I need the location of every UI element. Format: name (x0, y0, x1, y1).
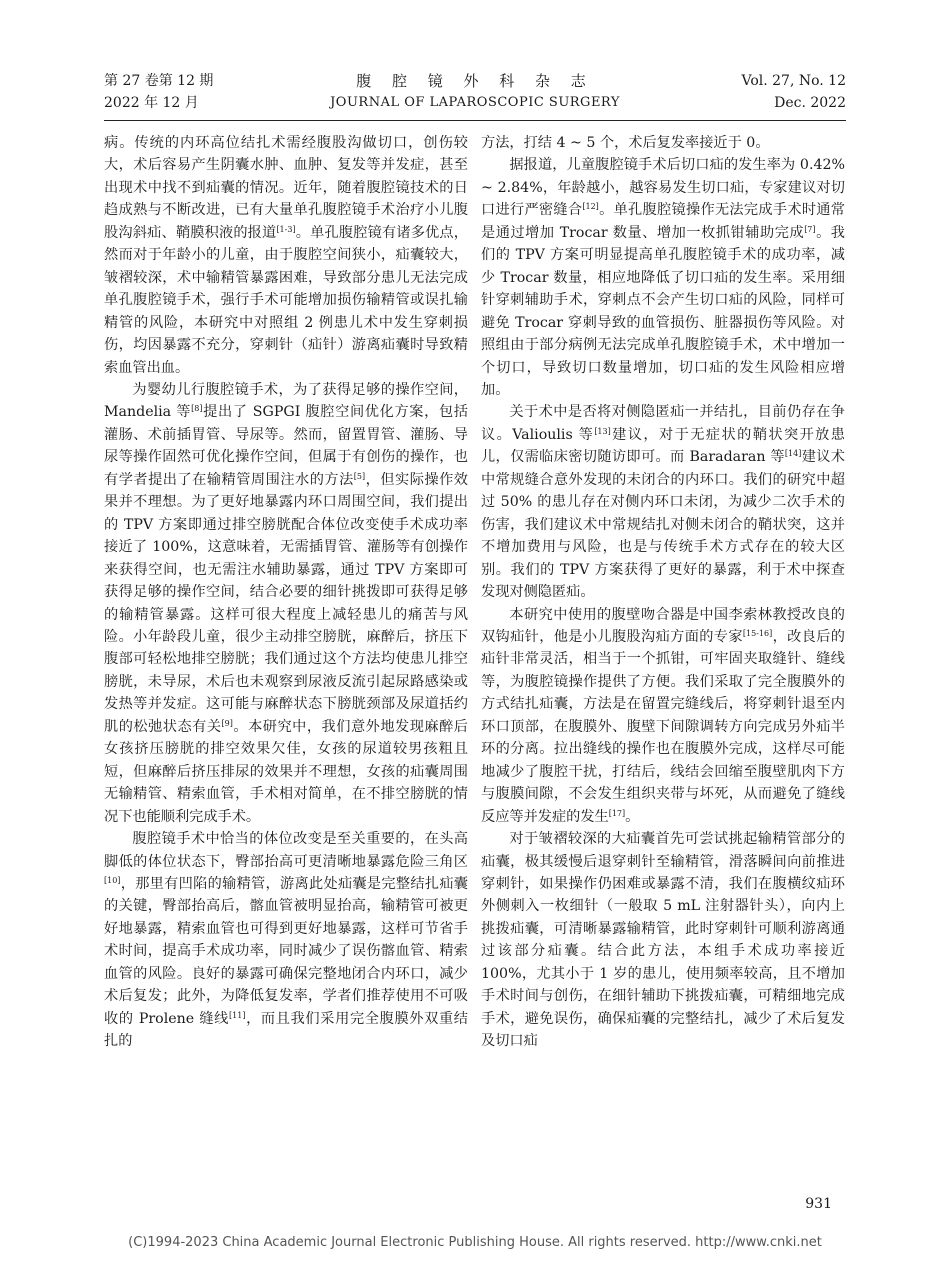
text-run: ，那里有凹陷的输精管，游离此处疝囊是完整结扎疝囊的关键，臀部抬高后，髂血管被明显抬高，输精管可被更好地暴露，精索血管也可得到更好地暴露，这样可节省手术时间，提高手术成功率，同时减少了误伤髂血管、精索血管的风险。良好的暴露可确保完整地闭合内环口，减少术后复发；此外，为降低复发率，学者们推荐使用不可吸收的 Prolene 缝线 (104, 875, 468, 1027)
text-run: ，而且我们采用完全腹膜外双重结扎的 (104, 1010, 468, 1050)
citation-ref: [10] (104, 875, 121, 885)
paragraph (104, 828, 468, 1053)
citation-ref: [9] (221, 718, 233, 728)
paragraph (104, 379, 468, 828)
citation-ref: [13] (594, 426, 611, 436)
text-run: 。我们的 TPV 方案可明显提高单孔腹腔镜手术的成功率，减少 Trocar 数量，相应地降低了切口疝的发生率。采用细针穿刺辅助手术，穿刺点不会产生切口疝的风险，同样可避免 Trocar 穿刺导致的血管损伤、脏器损伤等风险。对照组由于部分病例无法完成单孔腹腔镜手术，术中增加一个切口，导致切口数量增加，切口疝的发生风险相应增加。 (481, 224, 845, 398)
right-column (481, 132, 845, 1053)
header-rule (104, 120, 846, 121)
header-right (742, 70, 847, 114)
paragraph (481, 154, 845, 401)
citation-ref: [7] (804, 224, 816, 234)
text-run: 据报道，儿童腹腔镜手术后切口疝的发生率为 0.42% ~ 2.84%，年龄越小，越容易发生切口疝，专家建议对切口进行严密缝合 (481, 157, 845, 219)
text-run: 。单孔腹腔镜操作无法完成手术时通常是通过增加 Trocar 数量、增加一枚抓钳辅助完成 (481, 202, 845, 241)
page-header (104, 70, 846, 114)
citation-ref: [5] (353, 471, 366, 481)
text-run: ，但实际操作效果并不理想。为了更好地暴露内环口周围空间，我们提出的 TPV 方案即通过排空膀胱配合体位改变使手术成功率接近了 100%，这意味着，无需插胃管、灌肠等有创操作来获得空间，也无需注水辅助暴露，通过 TPV 方案即可获得足够的操作空间，结合必要的细针挑拨即可获得足够的输精管暴露。这样可很大程度上减轻患儿的痛苦与风险。小年龄段儿童，很少主动排空膀胱，麻醉后，挤压下腹部可轻松地排空膀胱；我们通过这个方法均使患儿排空膀胱，未导尿，术后也未观察到尿液反流引起尿路感染或发热等并发症。这可能与麻醉状态下膀胱颈部及尿道括约肌的松弛状态有关 (104, 471, 468, 735)
text-run: 建议，对于无症状的鞘状突开放患儿，仅需临床密切随访即可。而 Baradaran 等 (481, 426, 845, 466)
citation-ref: [14] (784, 449, 802, 459)
text-run: 。 (625, 808, 640, 825)
text-run: 本研究中使用的腹壁吻合器是中国李索林教授改良的双钩疝针，他是小儿腹股沟疝方面的专家 (481, 606, 845, 645)
citation-ref: [15-16] (742, 628, 773, 638)
text-run: 提出了 SGPGI 腹腔空间优化方案，包括灌肠、术前插胃管、导尿等。然而，留置胃管、灌肠、导尿等操作固然可优化操作空间，但属于有创伤的操作，也有学者提出了在输精管周围注水的方法 (104, 404, 468, 488)
text-run: 。本研究中，我们意外地发现麻醉后女孩挤压膀胱的排空效果欠佳，女孩的尿道较男孩粗且短，但麻醉后挤压排尿的效果并不理想，女孩的疝囊周围无输精管、精索血管，手术相对简单，在不排空膀胱的情况下也能顺利完成手术。 (104, 718, 468, 825)
citation-ref: [12] (582, 202, 599, 212)
text-run: 病。传统的内环高位结扎术需经腹股沟做切口，创伤较大，术后容易产生阴囊水肿、血肿、复发等并发症，甚至出现术中找不到疝囊的情况。近年，随着腹腔镜技术的日趋成熟与不断改进，已有大量单孔腹腔镜手术治疗小儿腹股沟斜疝、鞘膜积液的报道 (104, 135, 468, 241)
citation-ref: [17] (608, 808, 626, 818)
header-center (104, 70, 846, 114)
left-column (104, 132, 468, 1053)
citation-ref: [8] (191, 404, 203, 414)
volume-issue-en: Vol. 27, No. 12 (741, 73, 846, 89)
journal-title-cn: 腹 腔 镜 外 科 杂 志 (356, 72, 594, 90)
page-number: 931 (805, 1196, 832, 1212)
date-en: Dec. 2022 (774, 95, 846, 111)
citation-ref: [1-3] (276, 224, 296, 234)
paragraph (481, 401, 845, 603)
text-run: 为婴幼儿行腹腔镜手术，为了获得足够的操作空间，Mandelia 等 (104, 381, 468, 421)
date-cn: 2022 年 12 月 (104, 95, 199, 111)
copyright-footer: (C)1994-2023 China Academic Journal Electronic Publishing House. All rights reserved. http://www.cnki.net (128, 1235, 822, 1250)
text-run: 对于皱褶较深的大疝囊首先可尝试挑起输精管部分的疝囊，极其缓慢后退穿刺针至输精管，滑落瞬间向前推进穿刺针，如果操作仍困难或暴露不清，我们在腹横纹疝环外侧刺入一枚细针（一般取 5 mL 注射器针头），向内上挑拨疝囊，可清晰暴露输精管，此时穿刺针可顺利游离通过该部分疝囊。结合此方法，本组手术成功率接近 100%，尤其小于 1 岁的患儿，使用频率较高，且不增加手术时间与创伤，在细针辅助下挑拨疝囊，可精细地完成手术，避免误伤，确保疝囊的完整结扎，减少了术后复发及切口疝 (481, 831, 845, 1050)
volume-issue-cn: 第 27 卷第 12 期 (104, 73, 214, 89)
text-run: 。单孔腹腔镜有诸多优点，然而对于年龄小的儿童，由于腹腔空间狭小，疝囊较大，皱褶较深，术中输精管暴露困难，导致部分患儿无法完成单孔腹腔镜手术，强行手术可能增加损伤输精管或误扎输精管的风险，本研究中对照组 2 例患儿术中发生穿刺损伤，均因暴露不充分，穿刺针（疝针）游离疝囊时导致精索血管出血。 (104, 224, 468, 376)
paragraph (481, 828, 845, 1053)
text-run: 关于术中是否将对侧隐匿疝一并结扎，目前仍存在争议。Valioulis 等 (481, 404, 845, 443)
paragraph (481, 132, 845, 154)
paragraph (481, 604, 845, 829)
paragraph (104, 132, 468, 379)
text-run: 腹腔镜手术中恰当的体位改变是至关重要的，在头高脚低的体位状态下，臀部抬高可更清晰地暴露危险三角区 (104, 831, 468, 870)
text-run: 建议术中常规缝合意外发现的未闭合的内环口。我们的研究中超过 50% 的患儿存在对侧内环口未闭，为减少二次手术的伤害，我们建议术中常规结扎对侧未闭合的鞘状突，这并不增加费用与风险，也是与传统手术方式存在的较大区别。我们的 TPV 方案获得了更好的暴露，利于术中探查发现对侧隐匿疝。 (481, 449, 845, 601)
text-run: ，改良后的疝针非常灵活，相当于一个抓钳，可牢固夹取缝针、缝线等，为腹腔镜操作提供了方便。我们采取了完全腹膜外的方式结扎疝囊，方法是在留置完缝线后，将穿刺针退至内环口顶部，在腹膜外、腹壁下间隙调转方向完成另外疝半环的分离。拉出缝线的操作也在腹膜外完成，这样尽可能地减少了腹腔干扰，打结后，线结会回缩至腹壁肌肉下方与腹膜间隙，不会发生组织夹带与坏死，从而避免了缝线反应等并发症的发生 (481, 628, 845, 825)
citation-ref: [11] (229, 1010, 246, 1020)
journal-title-en: JOURNAL OF LAPAROSCOPIC SURGERY (330, 95, 620, 110)
text-run: 方法，打结 4 ~ 5 个，术后复发率接近于 0。 (481, 135, 770, 151)
